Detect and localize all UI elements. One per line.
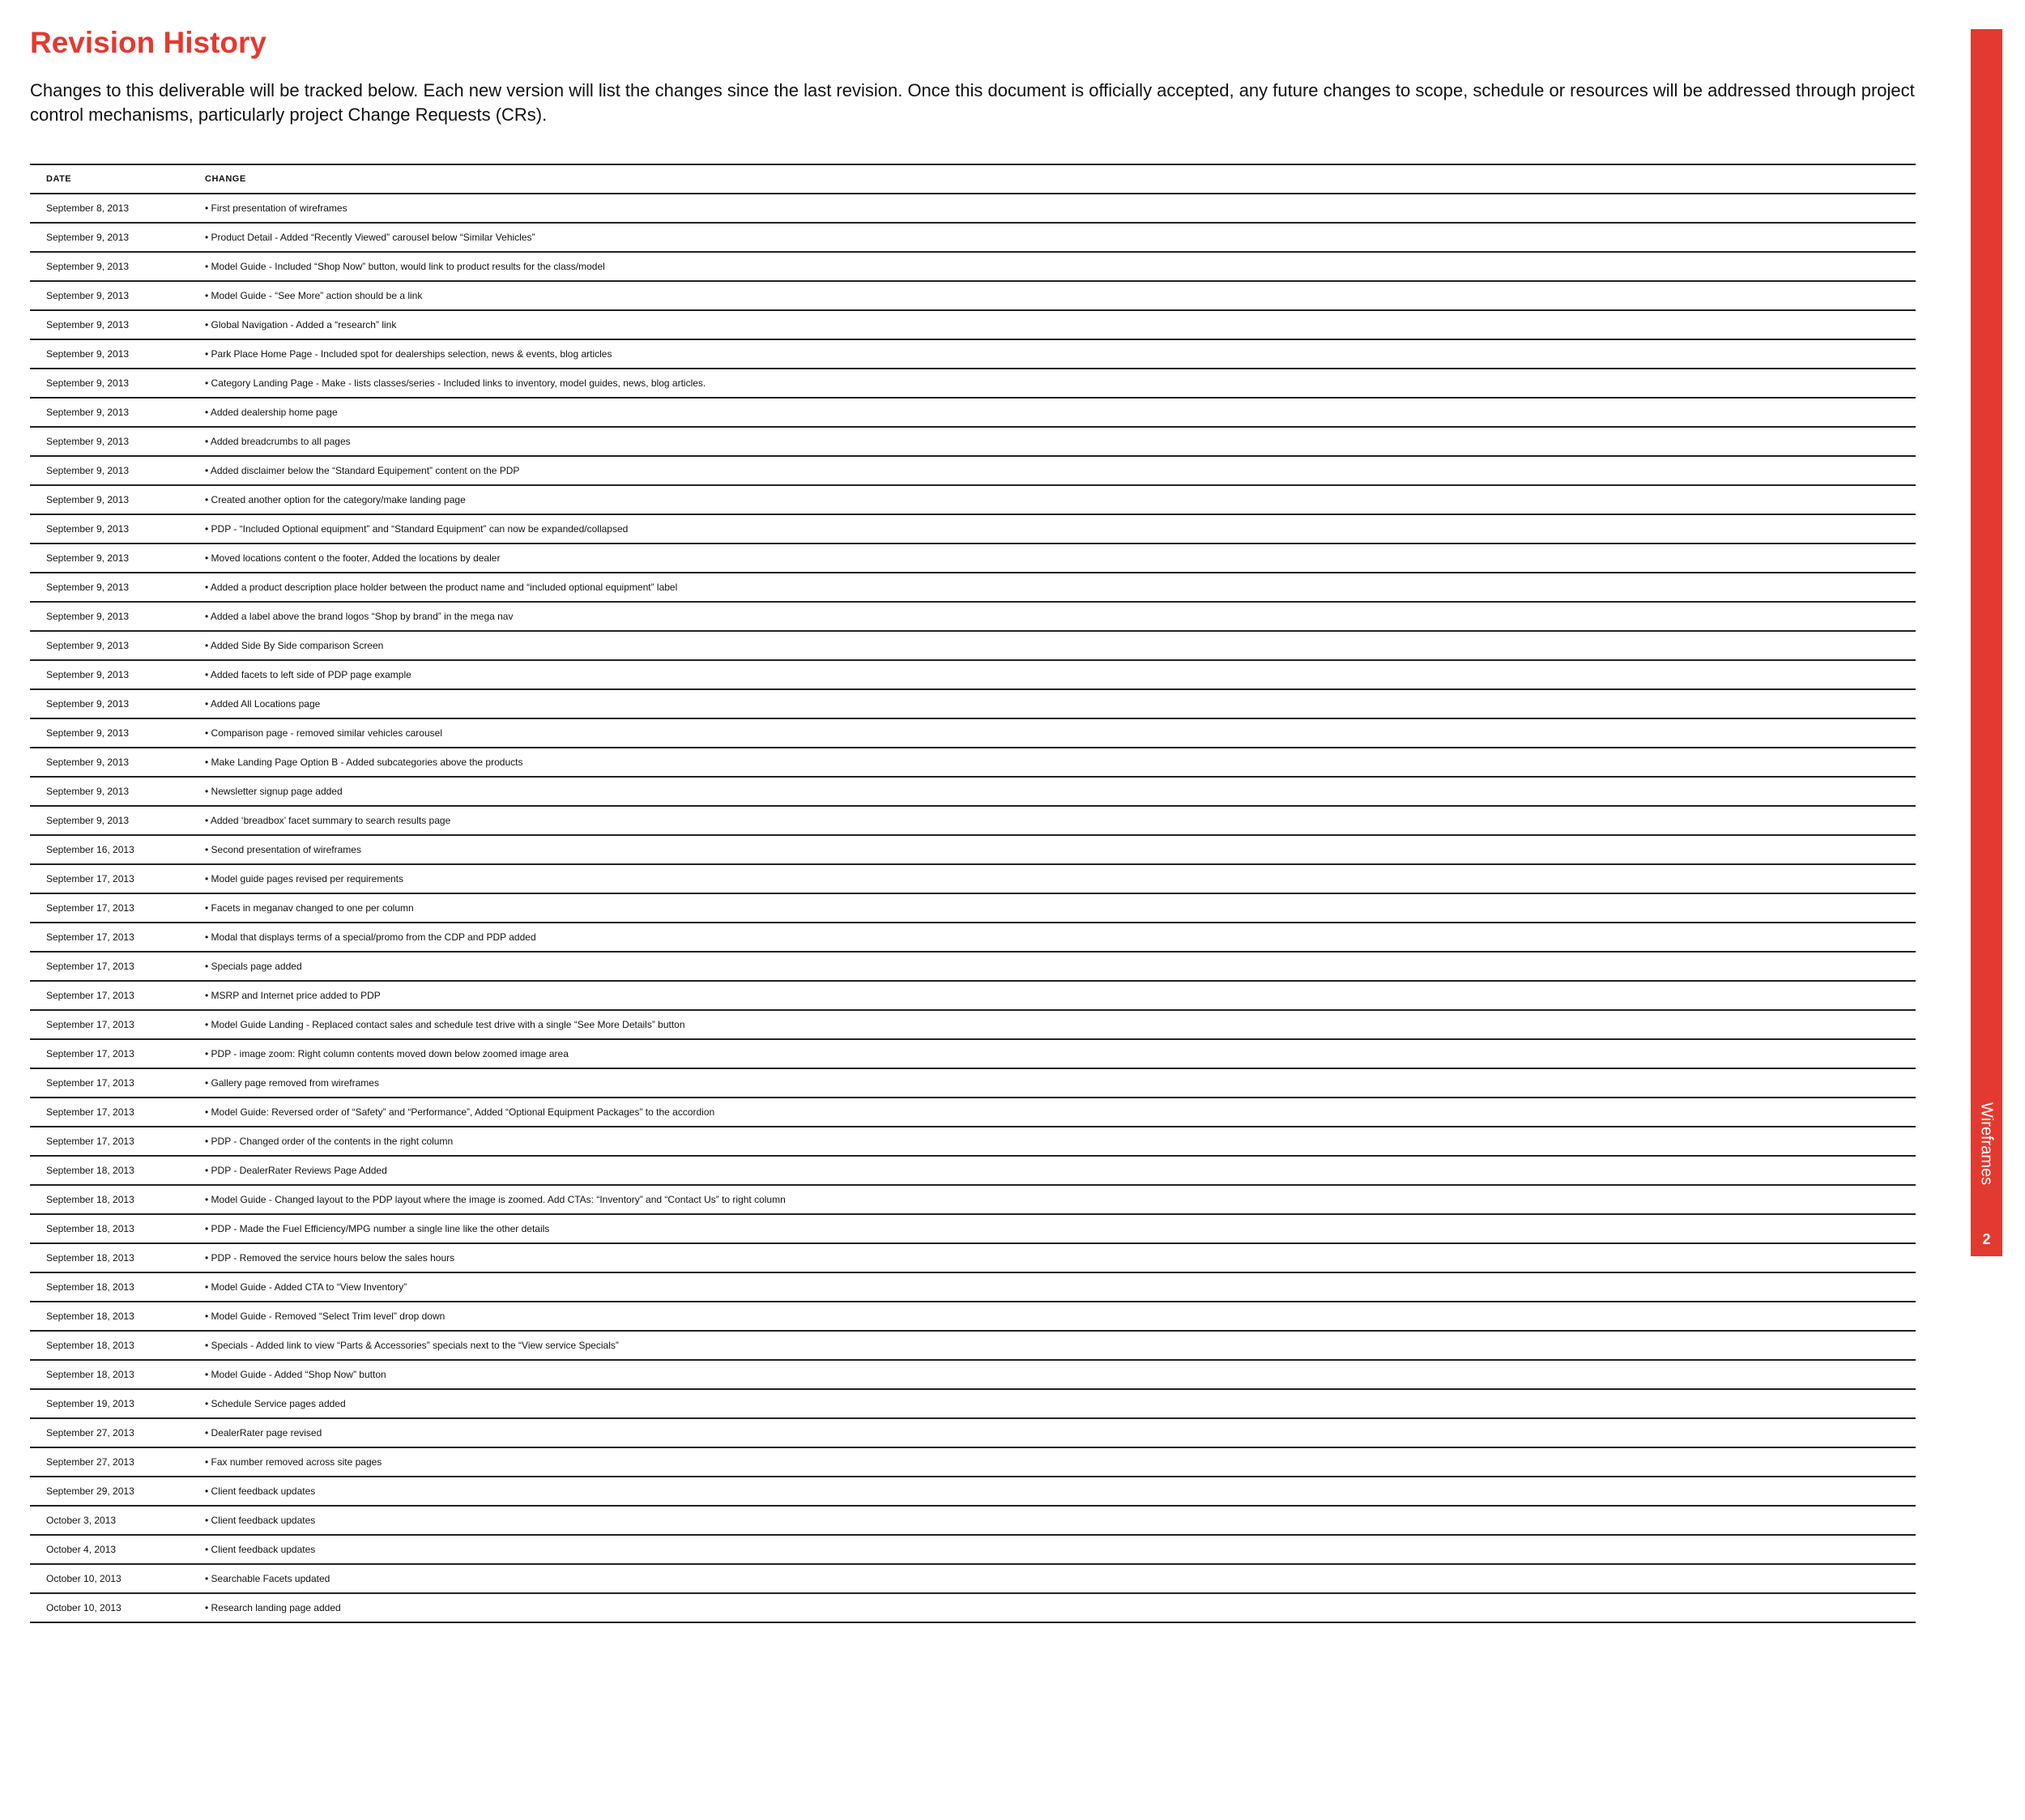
revision-date: September 9, 2013: [30, 223, 189, 252]
revision-change: • Added a label above the brand logos “Shop by brand” in the mega nav: [189, 602, 1916, 631]
revision-change: • PDP - Made the Fuel Efficiency/MPG number a single line like the other details: [189, 1214, 1916, 1243]
table-row: [30, 1389, 1916, 1418]
revision-date: September 17, 2013: [30, 923, 189, 952]
table-row: [30, 923, 1916, 952]
revision-change: • Model Guide: Reversed order of “Safety” and “Performance”, Added “Optional Equipment Packages” to the accordion: [189, 1098, 1916, 1127]
table-row: [30, 864, 1916, 893]
revision-date: September 9, 2013: [30, 281, 189, 310]
revision-date: September 9, 2013: [30, 777, 189, 806]
revision-change: • Client feedback updates: [189, 1535, 1916, 1564]
revision-change: • Model guide pages revised per requirements: [189, 864, 1916, 893]
revision-date: September 9, 2013: [30, 485, 189, 514]
revision-date: September 18, 2013: [30, 1360, 189, 1389]
revision-date: September 17, 2013: [30, 893, 189, 923]
revision-change: • Model Guide - Added CTA to “View Inventory”: [189, 1272, 1916, 1302]
revision-date: October 3, 2013: [30, 1506, 189, 1535]
revision-change: • Product Detail - Added “Recently Viewed” carousel below “Similar Vehicles”: [189, 223, 1916, 252]
table-row: [30, 1477, 1916, 1506]
revision-date: September 18, 2013: [30, 1272, 189, 1302]
revision-date: September 9, 2013: [30, 543, 189, 573]
table-row: [30, 748, 1916, 777]
revision-table-header: [30, 164, 1916, 194]
revision-change: • Facets in meganav changed to one per column: [189, 893, 1916, 923]
revision-change: • Make Landing Page Option B - Added subcategories above the products: [189, 748, 1916, 777]
table-row: [30, 543, 1916, 573]
revision-date: October 4, 2013: [30, 1535, 189, 1564]
revision-change: • First presentation of wireframes: [189, 194, 1916, 223]
revision-date: September 9, 2013: [30, 660, 189, 689]
revision-change: • Model Guide Landing - Replaced contact sales and schedule test drive with a single “See More Details” button: [189, 1010, 1916, 1039]
revision-date: September 9, 2013: [30, 748, 189, 777]
revision-change: • Added facets to left side of PDP page example: [189, 660, 1916, 689]
revision-change: • Client feedback updates: [189, 1477, 1916, 1506]
header-row: [30, 164, 1916, 194]
table-row: [30, 339, 1916, 369]
section-label: Wireframes: [1977, 1102, 1996, 1186]
table-row: [30, 1127, 1916, 1156]
revision-change: • Research landing page added: [189, 1593, 1916, 1622]
change-column-header: CHANGE: [189, 164, 1916, 194]
revision-change: • Moved locations content o the footer, Added the locations by dealer: [189, 543, 1916, 573]
revision-date: September 9, 2013: [30, 602, 189, 631]
revision-change: • DealerRater page revised: [189, 1418, 1916, 1447]
revision-change: • PDP - Removed the service hours below the sales hours: [189, 1243, 1916, 1272]
table-row: [30, 456, 1916, 485]
revision-date: September 8, 2013: [30, 194, 189, 223]
table-row: [30, 1010, 1916, 1039]
revision-date: September 9, 2013: [30, 398, 189, 427]
table-row: [30, 1039, 1916, 1068]
table-row: [30, 1447, 1916, 1477]
revision-date: September 9, 2013: [30, 252, 189, 281]
revision-date: September 17, 2013: [30, 1098, 189, 1127]
revision-date: September 17, 2013: [30, 864, 189, 893]
revision-change: • Added All Locations page: [189, 689, 1916, 718]
revision-date: September 18, 2013: [30, 1156, 189, 1185]
table-row: [30, 952, 1916, 981]
revision-change: • Gallery page removed from wireframes: [189, 1068, 1916, 1098]
table-row: [30, 1272, 1916, 1302]
revision-date: September 9, 2013: [30, 718, 189, 748]
revision-date: September 18, 2013: [30, 1243, 189, 1272]
revision-date: September 18, 2013: [30, 1331, 189, 1360]
table-row: [30, 660, 1916, 689]
table-row: [30, 718, 1916, 748]
revision-change: • MSRP and Internet price added to PDP: [189, 981, 1916, 1010]
table-row: [30, 573, 1916, 602]
table-row: [30, 1360, 1916, 1389]
revision-change: • Searchable Facets updated: [189, 1564, 1916, 1593]
table-row: [30, 777, 1916, 806]
table-row: [30, 893, 1916, 923]
revision-date: September 9, 2013: [30, 514, 189, 543]
page-number: 2: [1982, 1231, 1991, 1247]
revision-date: September 9, 2013: [30, 806, 189, 835]
revision-change: • Park Place Home Page - Included spot for dealerships selection, news & events, blog articles: [189, 339, 1916, 369]
revision-date: September 16, 2013: [30, 835, 189, 864]
table-row: [30, 427, 1916, 456]
table-row: [30, 1302, 1916, 1331]
revision-change: • Specials - Added link to view “Parts & Accessories” specials next to the “View service Specials”: [189, 1331, 1916, 1360]
revision-change: • PDP - DealerRater Reviews Page Added: [189, 1156, 1916, 1185]
revision-change: • Newsletter signup page added: [189, 777, 1916, 806]
table-row: [30, 1418, 1916, 1447]
revision-date: September 17, 2013: [30, 981, 189, 1010]
revision-date: September 27, 2013: [30, 1447, 189, 1477]
revision-change: • Second presentation of wireframes: [189, 835, 1916, 864]
table-row: [30, 1331, 1916, 1360]
revision-change: • PDP - “Included Optional equipment” and “Standard Equipment” can now be expanded/collapsed: [189, 514, 1916, 543]
table-row: [30, 1185, 1916, 1214]
table-row: [30, 1593, 1916, 1622]
revision-date: September 17, 2013: [30, 1127, 189, 1156]
revision-date: September 9, 2013: [30, 369, 189, 398]
table-row: [30, 369, 1916, 398]
table-row: [30, 689, 1916, 718]
revision-date: September 9, 2013: [30, 573, 189, 602]
table-row: [30, 981, 1916, 1010]
revision-date: September 9, 2013: [30, 427, 189, 456]
revision-date: September 9, 2013: [30, 689, 189, 718]
revision-change: • Comparison page - removed similar vehicles carousel: [189, 718, 1916, 748]
revision-date: October 10, 2013: [30, 1564, 189, 1593]
revision-date: September 27, 2013: [30, 1418, 189, 1447]
revision-change: • Model Guide - Added “Shop Now” button: [189, 1360, 1916, 1389]
table-row: [30, 1098, 1916, 1127]
table-row: [30, 252, 1916, 281]
revision-change: • Global Navigation - Added a “research” link: [189, 310, 1916, 339]
revision-date: September 17, 2013: [30, 1039, 189, 1068]
revision-change: • Added Side By Side comparison Screen: [189, 631, 1916, 660]
revision-change: • Model Guide - Included “Shop Now” button, would link to product results for the class/model: [189, 252, 1916, 281]
revision-change: • Added a product description place holder between the product name and “included optional equipment” label: [189, 573, 1916, 602]
revision-change: • Added ‘breadbox’ facet summary to search results page: [189, 806, 1916, 835]
side-tab: [1971, 29, 2002, 1256]
table-row: [30, 1156, 1916, 1185]
revision-table: [30, 164, 1916, 1623]
revision-date: September 9, 2013: [30, 456, 189, 485]
revision-change: • Fax number removed across site pages: [189, 1447, 1916, 1477]
revision-change: • Model Guide - Removed “Select Trim level” drop down: [189, 1302, 1916, 1331]
revision-change: • Added breadcrumbs to all pages: [189, 427, 1916, 456]
revision-change: • Model Guide - Changed layout to the PDP layout where the image is zoomed. Add CTAs: “Inventory” and “Contact Us” to right column: [189, 1185, 1916, 1214]
revision-date: September 19, 2013: [30, 1389, 189, 1418]
table-row: [30, 1564, 1916, 1593]
revision-date: September 9, 2013: [30, 310, 189, 339]
table-row: [30, 806, 1916, 835]
table-row: [30, 835, 1916, 864]
revision-change: • Category Landing Page - Make - lists classes/series - Included links to inventory, model guides, news, blog articles.: [189, 369, 1916, 398]
table-row: [30, 485, 1916, 514]
table-row: [30, 1068, 1916, 1098]
table-row: [30, 631, 1916, 660]
revision-date: September 17, 2013: [30, 1010, 189, 1039]
revision-date: September 29, 2013: [30, 1477, 189, 1506]
revision-change: • PDP - Changed order of the contents in the right column: [189, 1127, 1916, 1156]
table-row: [30, 514, 1916, 543]
revision-date: September 17, 2013: [30, 1068, 189, 1098]
revision-change: • Created another option for the category/make landing page: [189, 485, 1916, 514]
revision-table-body: [30, 194, 1916, 1622]
table-row: [30, 1214, 1916, 1243]
revision-date: September 17, 2013: [30, 952, 189, 981]
table-row: [30, 1243, 1916, 1272]
table-row: [30, 602, 1916, 631]
table-row: [30, 310, 1916, 339]
revision-change: • Specials page added: [189, 952, 1916, 981]
revision-date: October 10, 2013: [30, 1593, 189, 1622]
table-row: [30, 194, 1916, 223]
revision-date: September 18, 2013: [30, 1185, 189, 1214]
revision-change: • Client feedback updates: [189, 1506, 1916, 1535]
date-column-header: DATE: [30, 164, 189, 194]
revision-change: • Model Guide - “See More” action should be a link: [189, 281, 1916, 310]
intro-paragraph: Changes to this deliverable will be tracked below. Each new version will list the changes since the last revision. Once this document is officially accepted, any future changes to scope, schedule or resources will be addressed through project control mechanisms, particularly project Change Requests (CRs).: [30, 80, 1915, 125]
revision-change: • PDP - image zoom: Right column contents moved down below zoomed image area: [189, 1039, 1916, 1068]
revision-change: • Added dealership home page: [189, 398, 1916, 427]
revision-date: September 18, 2013: [30, 1214, 189, 1243]
revision-date: September 9, 2013: [30, 339, 189, 369]
revision-date: September 18, 2013: [30, 1302, 189, 1331]
revision-change: • Schedule Service pages added: [189, 1389, 1916, 1418]
page-title: Revision History: [30, 26, 266, 59]
table-row: [30, 1535, 1916, 1564]
revision-change: • Modal that displays terms of a special/promo from the CDP and PDP added: [189, 923, 1916, 952]
table-row: [30, 223, 1916, 252]
revision-date: September 9, 2013: [30, 631, 189, 660]
table-row: [30, 1506, 1916, 1535]
revision-change: • Added disclaimer below the “Standard Equipement” content on the PDP: [189, 456, 1916, 485]
table-row: [30, 398, 1916, 427]
table-row: [30, 281, 1916, 310]
